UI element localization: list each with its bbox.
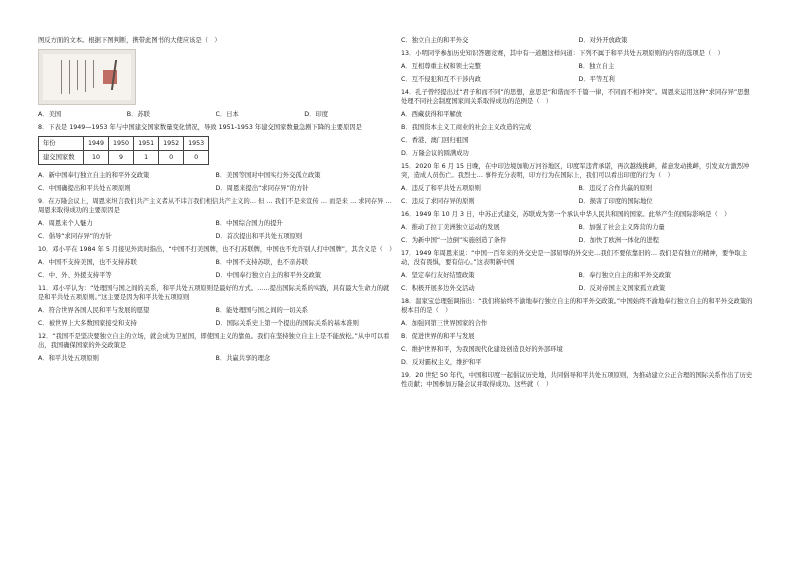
question-13-options-row1 [401,62,756,71]
question-11-stem: 11．邓小平认为：“处理国与国之间的关系，和平共处五项原则是最好的方式。……提出国际关系的实践，具有最大生命力的就是和平共处五项原则。”这主要是因为和平共处五项原则 [38,285,390,301]
question-14-stem: 14．孔子曾经提出过“君子和而不同”的思想，意思是“和谐而不千篇一律，不同而不相冲突”。周恩来运用这种“求同存异”思想处理不同社会制度国家间关系取得成功的范例是（ ） [401,89,750,105]
table-cell: 0 [184,151,209,165]
diplomatic-document-image [38,49,136,105]
option-c[interactable]: C．为新中国“一边倒”实施创造了条件 [401,237,507,244]
option-d[interactable]: D．中国奉行独立自主的和平外交政策 [215,272,322,279]
option-a[interactable]: A．违反了和平共处五项原则 [401,185,481,192]
option-a[interactable]: A．符合世界各国人民和平与发展的愿望 [38,307,150,314]
table-cell: 1952 [159,137,184,151]
question-15-options-row1 [401,184,756,193]
table-cell: 0 [159,151,184,165]
question-10-options-row2 [38,271,393,280]
table-cell: 10 [84,151,109,165]
question-7-stem: 图反方面的文本。根据下图判断，携带此图书的大使应该是（ ） [38,37,221,44]
option-c[interactable]: C．独立自主的和平外交 [401,37,469,44]
table-cell: 1 [134,151,159,165]
question-15-stem: 15．2020 年 6 月 15 日晚，在中印边境加勒万河谷地区，印度军违背承诺，再次越线挑衅，蓄意发动挑衅，引发双方激烈冲突，造成人员伤亡。我烈士… 事件充分表明，印方行为在国际上，我们可以看出印度的行为（ ） [401,163,750,179]
question-10-options-row1 [38,258,393,267]
question-8-stem: 8．下表是 1949—1953 年与中国建交国家数量变化情况，导致 1951-1953 年建交国家数量急剧下降的主要原因是 [38,124,362,131]
option-b[interactable]: B．我国资本主义工商业的社会主义改造的完成 [401,124,532,131]
option-b[interactable]: B．独立自主 [578,63,615,70]
question-17-options-row2 [401,284,756,293]
diplomatic-ties-table [38,136,209,165]
option-c[interactable]: C．中、外、外援支持平等 [38,272,112,279]
option-d[interactable]: D．国际关系史上第一个提出的国际关系的基本准则 [215,320,359,327]
option-c[interactable]: C．香港、澳门回归祖国 [401,137,469,144]
option-a[interactable]: A．周恩来个人魅力 [38,220,93,227]
text-line [69,60,70,94]
question-12-options-row2 [401,36,756,45]
question-16-stem: 16．1949 年 10 月 3 日，中苏正式建交，苏联成为第一个承认中华人民共和国的国家。此举产生的国际影响是（ ） [401,211,731,218]
question-12-stem: 12．“我国不是坚决要独立自主的立场，就会成为卫星国，即使国主义的靠鱼。我们在坚持独立自主上是不能放松。”从中可以看出，我国确保国家的外交政策是 [38,333,390,349]
option-a[interactable]: A．推动了拉丁美洲独立运动的发展 [401,224,500,231]
left-column [38,36,396,367]
option-c[interactable]: C．违反了求同存异的原则 [401,198,475,205]
question-16-options-row1 [401,223,756,232]
option-c[interactable]: C．维护世界和平，为我国现代化建设创造良好的外部环境 [401,346,563,353]
option-b[interactable]: B．能处理国与国之间的一切关系 [215,307,308,314]
option-d[interactable]: D．万隆会议的圆满成功 [401,150,469,157]
table-cell: 年份 [39,137,84,151]
option-d[interactable]: D．平等互利 [578,76,615,83]
question-8-options-row2 [38,184,393,193]
option-d[interactable]: D．反对帝国主义国家孤立政策 [578,285,666,292]
question-8-options-row1 [38,171,393,180]
question-16-options-row2 [401,236,756,245]
option-a[interactable]: A．新中国奉行独立自主的和平外交政策 [38,172,150,179]
question-15-options-row2 [401,197,756,206]
option-a[interactable]: A．中国不支持美国，也不支持苏联 [38,259,137,266]
option-d[interactable]: D．印度 [304,111,328,118]
option-c[interactable]: C．被世界上大多数国家接受和支持 [38,320,137,327]
option-a[interactable]: A．和平共处五项原则 [38,355,99,362]
question-17-options-row1 [401,271,756,280]
option-b[interactable]: B．苏联 [126,111,150,118]
option-a[interactable]: A．西藏获得和平解放 [401,111,462,118]
table-cell: 1949 [84,137,109,151]
option-c[interactable]: C．互不侵犯和互不干涉内政 [401,76,481,83]
option-a[interactable]: A．加强同第三世界国家的合作 [401,320,488,327]
option-d[interactable]: D．周恩来提出“求同存异”的方针 [215,185,309,192]
option-d[interactable]: D．对外开放政策 [578,37,628,44]
question-9-options-row2 [38,232,393,241]
question-11-options-row2 [38,319,393,328]
option-d[interactable]: D．加快了欧洲一体化的进程 [578,237,659,244]
question-9-options-row1 [38,219,393,228]
table-row [39,137,209,151]
table-cell: 1950 [109,137,134,151]
option-b[interactable]: B．加强了社会主义阵营的力量 [578,224,665,231]
option-b[interactable]: B．奉行独立自主的和平外交政策 [578,272,671,279]
option-c[interactable]: C．倡导“求同存异”的方针 [38,233,112,240]
option-b[interactable]: B．中国综合国力的提升 [215,220,283,227]
text-line [77,60,78,90]
option-b[interactable]: B．中国不支持苏联，也不亲苏联 [215,259,308,266]
option-d[interactable]: D．反对霸权主义，维护和平 [401,359,482,366]
option-a[interactable]: A．互相尊重主权和领土完整 [401,63,481,70]
table-cell: 9 [109,151,134,165]
text-line [61,60,62,94]
question-10-stem: 10．邓小平在 1984 年 5 月接见外宾时指出，“中国不打美国牌，也不打苏联牌，中国也不允许别人打中国牌”，其含义是（ ） [38,246,396,253]
option-b[interactable]: B．共赢共享的理念 [215,355,271,362]
option-c[interactable]: C．中国确提出和平共处五项原则 [38,185,131,192]
table-row [39,151,209,165]
question-13-options-row2 [401,75,756,84]
table-cell: 1951 [134,137,159,151]
option-d[interactable]: D．首次提出和平共处五项原则 [215,233,303,240]
option-c[interactable]: C．日本 [215,111,239,118]
question-12-options-row1 [38,354,393,363]
option-d[interactable]: D．损害了印度的国际地位 [578,198,653,205]
option-a[interactable]: A．美国 [38,111,62,118]
text-line [93,60,94,88]
table-cell: 建交国家数 [39,151,84,165]
option-b[interactable]: B．美国等国对中国实行外交孤立政策 [215,172,321,179]
option-b[interactable]: B．促进世界的和平与发展 [401,333,475,340]
question-7-options [38,110,393,119]
text-line [85,60,86,92]
option-a[interactable]: A．坚定奉行友好结盟政策 [401,272,475,279]
option-c[interactable]: C．积极开展多边外交活动 [401,285,475,292]
option-b[interactable]: B．违反了合作共赢的原则 [578,185,653,192]
question-18-stem: 18．温家宝总理强调指出：“我们将始终不渝地奉行独立自主的和平外交政策。”中国始终不渝地奉行独立自主的和平外交政策的根本目的是（ ） [401,298,753,314]
right-column [401,36,756,393]
question-13-stem: 13．小明同学参加历史知识答题竞赛，其中有一道题这样问道：下列不属于和平共处五项原则的内容的选项是（ ） [401,50,724,57]
question-19-stem: 19．20 世纪 50 年代，中国和印度一起倡议历史地，共同倡导和平共处五项原则，为推动建立公正合理的国际关系作出了历史性贡献；中国参加万隆会议并取得成功。这些就（ ） [401,372,753,388]
question-11-options-row1 [38,306,393,315]
question-9-stem: 9．在万隆会议上，周恩来坦言我们共产主义者从不讳言我们相信共产主义的… 但 … 我们不是来宣传 … 而是来 … 求同存异 … 周恩来取得成功的主要原因是 [38,198,392,214]
table-cell: 1953 [184,137,209,151]
question-17-stem: 17．1949 年周恩来说：“中国一百年来的外交史是一部屈辱的外交史…我们不要依靠旧的… 我们是有独立的精神，要争取主动，没有畏惧，要有信心。”这表明新中国 [401,250,748,266]
